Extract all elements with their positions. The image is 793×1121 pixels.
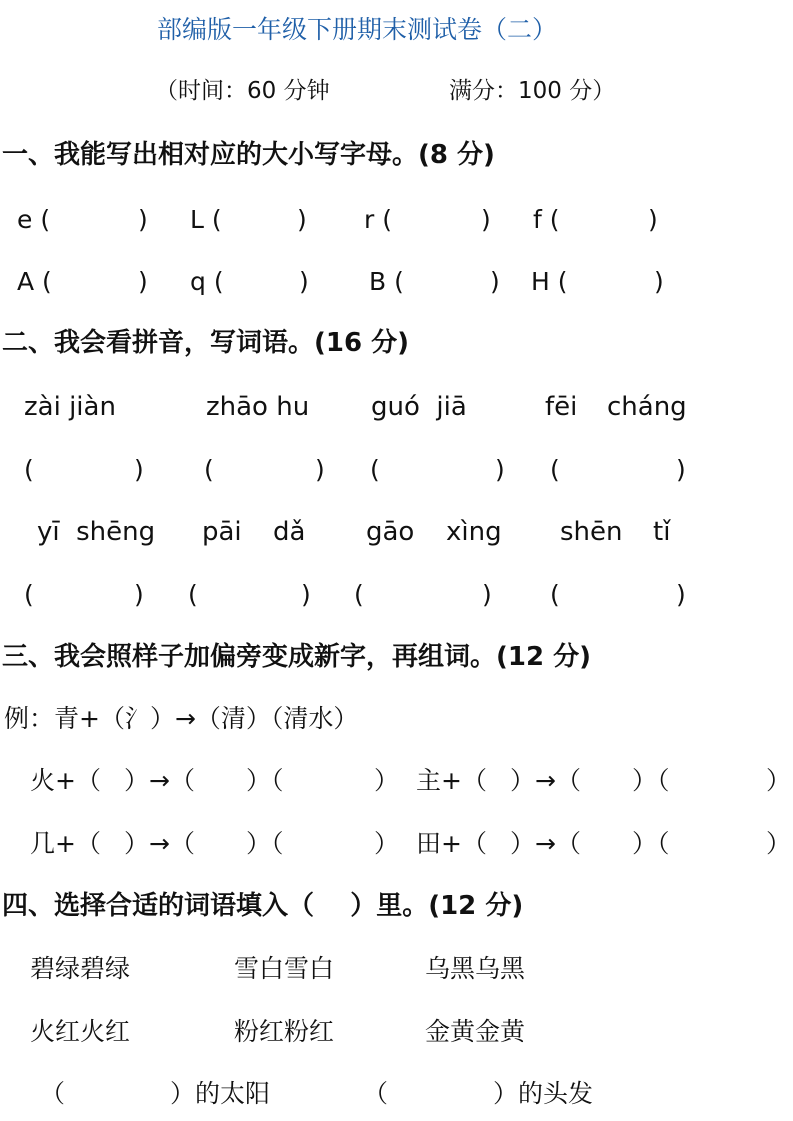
letter-prompt: A (	[17, 267, 52, 296]
paren-open: (	[370, 455, 380, 484]
time-info: （时间：60 分钟	[155, 78, 330, 104]
paren-close: )	[676, 580, 686, 609]
paren-close: )	[315, 455, 325, 484]
radical-arrow: ）→（	[510, 766, 581, 795]
paren-open: (	[354, 580, 364, 609]
paren-close: )	[134, 455, 144, 484]
radical-mid: ）（	[632, 829, 670, 858]
score-info: 满分：100 分）	[449, 78, 616, 104]
radical-prompt: 主+（	[416, 766, 487, 795]
paren-close: )	[134, 580, 144, 609]
paren-open: (	[550, 580, 560, 609]
paren-close: )	[482, 580, 492, 609]
section-1-heading: 一、我能写出相对应的大小写字母。(8 分)	[2, 140, 495, 170]
radical-prompt: 火+（	[30, 766, 101, 795]
pinyin-syllable: cháng	[607, 392, 687, 422]
paren-close: ）	[766, 829, 792, 858]
paren-close: ）	[766, 766, 792, 795]
paren-close: )	[490, 267, 500, 296]
paren-close: )	[676, 455, 686, 484]
letter-prompt: q (	[190, 267, 224, 296]
fill-blank-sun: ）的太阳	[170, 1079, 271, 1108]
section-3-heading: 三、我会照样子加偏旁变成新字，再组词。(12 分)	[2, 642, 591, 672]
paren-close: )	[648, 205, 658, 234]
letter-prompt: f (	[533, 205, 560, 234]
page-title: 部编版一年级下册期末测试卷（二）	[157, 15, 558, 44]
paren-close: ）	[374, 829, 400, 858]
radical-arrow: ）→（	[510, 829, 581, 858]
paren-close: )	[495, 455, 505, 484]
pinyin-word: yī shēng	[37, 517, 156, 547]
word-option: 金黄金黄	[425, 1017, 526, 1046]
paren-open: (	[24, 580, 34, 609]
paren-open: (	[550, 455, 560, 484]
word-option: 碧绿碧绿	[30, 954, 131, 983]
pinyin-syllable: dǎ	[273, 517, 306, 547]
pinyin-syllable: gāo	[366, 517, 415, 547]
radical-mid: ）（	[246, 766, 284, 795]
fill-blank-hair: ）的头发	[493, 1079, 594, 1108]
letter-prompt: B (	[369, 267, 404, 296]
pinyin-syllable: tǐ	[653, 517, 671, 547]
pinyin-word: guó jiā	[371, 392, 467, 422]
paren-open: (	[188, 580, 198, 609]
section-2-heading: 二、我会看拼音，写词语。(16 分)	[2, 328, 409, 358]
letter-prompt: r (	[364, 205, 392, 234]
pinyin-syllable: shēn	[560, 517, 623, 547]
paren-close: )	[138, 205, 148, 234]
paren-open: （	[363, 1079, 389, 1108]
radical-prompt: 田+（	[416, 829, 487, 858]
pinyin-word: zài jiàn	[24, 392, 116, 422]
letter-prompt: L (	[190, 205, 222, 234]
paren-open: (	[204, 455, 214, 484]
word-option: 火红火红	[30, 1017, 131, 1046]
paren-close: ）	[374, 766, 400, 795]
paren-open: (	[24, 455, 34, 484]
pinyin-syllable: xìng	[446, 517, 502, 547]
paren-close: )	[481, 205, 491, 234]
radical-prompt: 几+（	[30, 829, 101, 858]
pinyin-syllable: fēi	[545, 392, 578, 422]
radical-arrow: ）→（	[124, 766, 195, 795]
section-4-heading: 四、选择合适的词语填入（ ）里。(12 分)	[2, 891, 524, 921]
paren-close: )	[299, 267, 309, 296]
paren-close: )	[297, 205, 307, 234]
radical-mid: ）（	[246, 829, 284, 858]
letter-prompt: H (	[531, 267, 568, 296]
paren-close: )	[138, 267, 148, 296]
word-option: 乌黑乌黑	[425, 954, 526, 983]
word-option: 雪白雪白	[234, 954, 335, 983]
paren-open: （	[40, 1079, 66, 1108]
radical-mid: ）（	[632, 766, 670, 795]
paren-close: )	[654, 267, 664, 296]
pinyin-syllable: pāi	[202, 517, 242, 547]
example-line: 例：青+（氵）→（清）（清水）	[4, 704, 359, 733]
radical-arrow: ）→（	[124, 829, 195, 858]
paren-close: )	[301, 580, 311, 609]
letter-prompt: e (	[17, 205, 51, 234]
word-option: 粉红粉红	[234, 1017, 335, 1046]
pinyin-word: zhāo hu	[206, 392, 310, 422]
